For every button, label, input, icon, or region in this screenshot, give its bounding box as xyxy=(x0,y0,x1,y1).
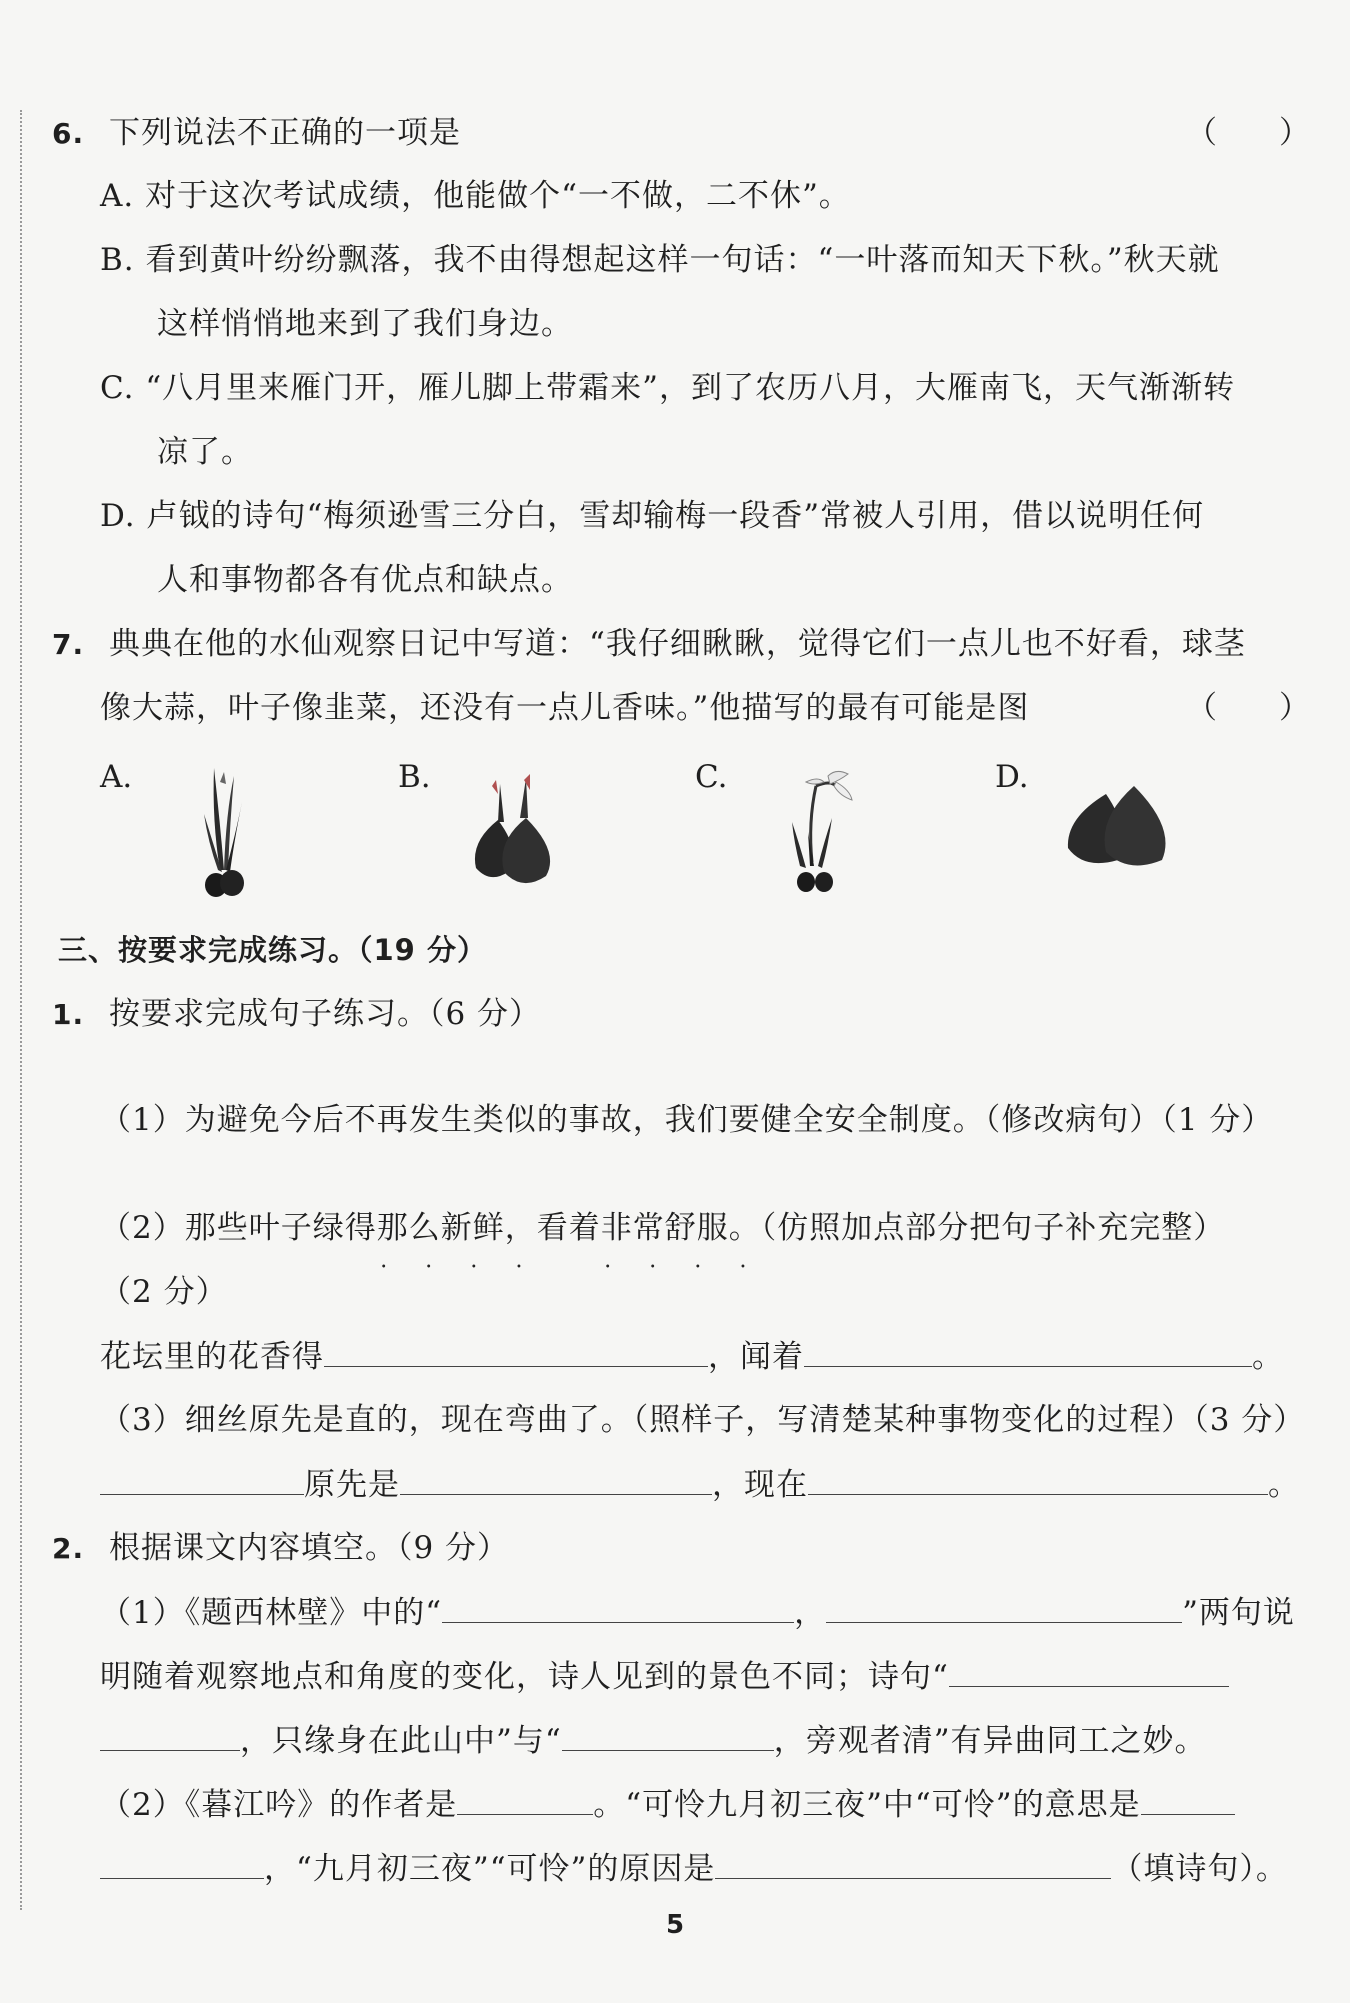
narcissus-big-bulbs-image[interactable] xyxy=(468,772,568,892)
q7-number: 7. xyxy=(52,628,85,661)
q7-choice-c-label: C. xyxy=(695,759,728,795)
fill-mid: ，现在 xyxy=(712,1467,808,1503)
s3-q2-number: 2. xyxy=(52,1532,85,1565)
section3-title: 三、按要求完成练习。（19 分） xyxy=(58,933,487,967)
q6-option-d-cont: 人和事物都各有优点和缺点。 xyxy=(157,562,573,598)
s3-q2-line xyxy=(52,1528,509,1569)
answer-blank[interactable] xyxy=(100,1464,304,1495)
answer-blank[interactable] xyxy=(826,1592,1182,1623)
answer-blank[interactable] xyxy=(400,1464,712,1495)
q7-choice-b-label: B. xyxy=(398,759,431,795)
s3-q2-p2-line2 xyxy=(100,1848,1288,1889)
s3-q2-p1-line3 xyxy=(100,1720,1207,1761)
s2-text-e: 。（仿照加点部分把句子补充完整） xyxy=(728,1210,1226,1246)
s3-q1-title: 按要求完成句子练习。（6 分） xyxy=(108,996,542,1032)
answer-blank[interactable] xyxy=(804,1336,1252,1367)
p1-line3-text-a: ，只缘身在此山中”与“ xyxy=(240,1723,562,1759)
answer-blank[interactable] xyxy=(949,1656,1229,1687)
s2-dotted-b: 非常舒服 • • • • xyxy=(601,1210,729,1246)
q6-answer-paren[interactable]: （ ） xyxy=(1186,115,1310,151)
fill-prefix: 原先是 xyxy=(304,1467,400,1503)
q6-option-c: C. “八月里来雁门开，雁儿脚上带霜来”，到了农历八月，大雁南飞，天气渐渐转 xyxy=(100,370,1236,406)
s2-dotted-a: 那么新鲜 • • • • xyxy=(377,1210,505,1246)
fill-end: 。 xyxy=(1252,1339,1284,1375)
p2-text-a: （2）《暮江吟》的作者是 xyxy=(100,1787,458,1823)
answer-blank[interactable] xyxy=(562,1720,774,1751)
answer-blank[interactable] xyxy=(808,1464,1268,1495)
s3-q1-sentence-2 xyxy=(100,1208,1225,1248)
answer-blank[interactable] xyxy=(100,1848,264,1879)
answer-blank[interactable] xyxy=(100,1720,240,1751)
q6-option-c-cont: 凉了。 xyxy=(157,434,253,470)
p2-line2-text-a: ，“九月初三夜”“可怜”的原因是 xyxy=(264,1851,716,1887)
narcissus-bulbs-only-image[interactable] xyxy=(1062,782,1177,872)
p2-text-b: 。“可怜九月初三夜”中“可怜”的意思是 xyxy=(593,1787,1141,1823)
q6-option-b: B. 看到黄叶纷纷飘落，我不由得想起这样一句话：“一叶落而知天下秋。”秋天就 xyxy=(100,242,1220,278)
q6-number: 6. xyxy=(52,117,85,150)
s3-q1-sentence-3: （3）细丝原先是直的，现在弯曲了。（照样子，写清楚某种事物变化的过程）（3 分） xyxy=(100,1402,1306,1438)
answer-blank[interactable] xyxy=(1141,1784,1235,1815)
p1-text-b: ， xyxy=(794,1595,827,1631)
s2-text-c: ，看着 xyxy=(504,1210,601,1246)
p1-line3-text-b: ，旁观者清”有异曲同工之妙。 xyxy=(773,1723,1207,1759)
answer-blank[interactable] xyxy=(324,1336,708,1367)
p1-text-c: ”两句说 xyxy=(1182,1595,1295,1631)
page-number: 5 xyxy=(665,1910,685,1940)
q6-option-a: A. 对于这次考试成绩，他能做个“一不做，二不休”。 xyxy=(100,178,851,214)
p2-line2-text-b: （填诗句）。 xyxy=(1111,1851,1288,1887)
q7-choice-d-label: D. xyxy=(995,759,1029,795)
fill-prefix: 花坛里的花香得 xyxy=(100,1339,324,1375)
q7-line2: 像大蒜，叶子像韭菜，还没有一点儿香味。”他描写的最有可能是图 xyxy=(100,690,1030,726)
answer-blank[interactable] xyxy=(457,1784,593,1815)
s3-q1-fill-line-2 xyxy=(100,1464,1300,1505)
narcissus-flowering-image[interactable] xyxy=(778,762,868,902)
q7-choice-a-label: A. xyxy=(100,759,133,795)
q6-stem: 下列说法不正确的一项是 xyxy=(108,115,461,151)
s3-q2-title: 根据课文内容填空。（9 分） xyxy=(108,1530,510,1566)
q7-answer-paren[interactable]: （ ） xyxy=(1186,690,1310,726)
q6-stem-line xyxy=(52,113,461,154)
s3-q1-sentence-2-score: （2 分） xyxy=(100,1274,228,1310)
s3-q1-number: 1. xyxy=(52,998,85,1031)
narcissus-tall-leaves-image[interactable] xyxy=(190,762,260,902)
q6-option-b-cont: 这样悄悄地来到了我们身边。 xyxy=(157,306,573,342)
s3-q1-sentence-1: （1）为避免今后不再发生类似的事故，我们要健全安全制度。（修改病句）（1 分） xyxy=(100,1102,1274,1138)
answer-blank[interactable] xyxy=(442,1592,794,1623)
p1-text-a: （1）《题西林壁》中的“ xyxy=(100,1595,443,1631)
s3-q1-line xyxy=(52,994,541,1035)
s3-q2-p1-line1 xyxy=(100,1592,1295,1633)
q6-option-d: D. 卢钺的诗句“梅须逊雪三分白，雪却输梅一段香”常被人引用，借以说明任何 xyxy=(100,498,1205,534)
fill-mid: ，闻着 xyxy=(708,1339,804,1375)
s3-q2-p2-line1 xyxy=(100,1784,1235,1825)
fill-end: 。 xyxy=(1268,1467,1300,1503)
q7-text-1: 典典在他的水仙观察日记中写道：“我仔细瞅瞅，觉得它们一点儿也不好看，球茎 xyxy=(108,626,1246,662)
q7-line1 xyxy=(52,624,1246,665)
s3-q2-p1-line2 xyxy=(100,1656,1229,1697)
p1-line2-text: 明随着观察地点和角度的变化，诗人见到的景色不同；诗句“ xyxy=(100,1659,949,1695)
s2-text-a: （2）那些叶子绿得 xyxy=(100,1210,377,1246)
s3-q1-fill-line-1 xyxy=(100,1336,1284,1377)
binding-margin-line xyxy=(20,110,22,1910)
answer-blank[interactable] xyxy=(715,1848,1111,1879)
